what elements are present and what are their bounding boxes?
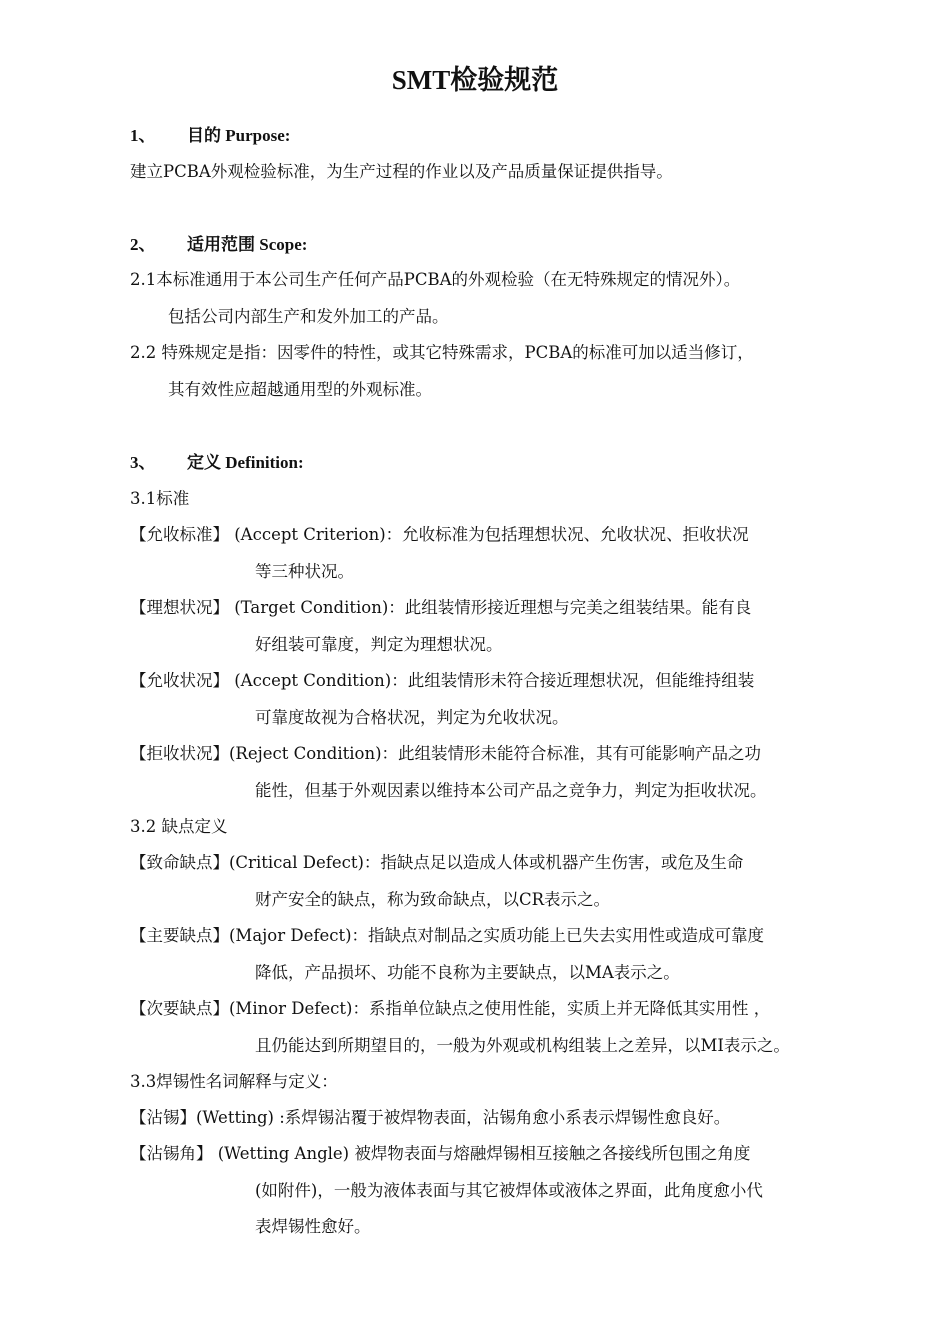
def-critical-defect: 【致命缺点】(Critical Defect)：指缺点足以造成人体或机器产生伤害，或危及生命 [130,853,744,872]
document-title: SMT检验规范 [391,65,559,95]
def-target-condition: 【理想状况】 (Target Condition)：此组装情形接近理想与完美之组装结果。能有良 [130,598,752,617]
def-wetting-angle-cont-2: 表焊锡性愈好。 [255,1217,371,1236]
subsection-3-1: 3.1标准 [130,489,190,508]
def-target-condition-cont: 好组装可靠度，判定为理想状况。 [255,635,503,654]
subsection-3-2: 3.2 缺点定义 [130,817,228,836]
section-1-number: 1、 [130,126,156,145]
subsection-3-3: 3.3焊锡性名词解释与定义： [130,1072,338,1091]
def-reject-condition-cont: 能性，但基于外观因素以维持本公司产品之竞争力，判定为拒收状况。 [255,781,767,800]
purpose-text: 建立PCBA外观检验标准，为生产过程的作业以及产品质量保证提供指导。 [130,162,673,181]
def-accept-criterion: 【允收标准】 (Accept Criterion)：允收标准为包括理想状况、允收状况、拒收状况 [130,525,749,544]
def-reject-condition: 【拒收状况】(Reject Condition)：此组装情形未能符合标准，其有可能影响产品之功 [130,744,762,763]
scope-2-1-cont: 包括公司内部生产和发外加工的产品。 [168,307,449,326]
def-major-defect: 【主要缺点】(Major Defect)：指缺点对制品之实质功能上已失去实用性或造成可靠度 [130,926,765,945]
scope-2-2-cont: 其有效性应超越通用型的外观标准。 [168,380,432,399]
def-wetting-angle: 【沾锡角】 (Wetting Angle) 被焊物表面与熔融焊锡相互接触之各接线所包围之角度 [130,1144,751,1163]
def-minor-defect-cont: 且仍能达到所期望目的，一般为外观或机构组装上之差异，以MI表示之。 [255,1036,790,1055]
section-3-title: 定义 Definition: [187,453,304,472]
def-wetting-angle-cont-1: (如附件)，一般为液体表面与其它被焊体或液体之界面，此角度愈小代 [255,1181,763,1200]
def-minor-defect: 【次要缺点】(Minor Defect)：系指单位缺点之使用性能，实质上并无降低其实用性 ， [130,999,771,1018]
scope-2-1: 2.1本标准通用于本公司生产任何产品PCBA的外观检验（在无特殊规定的情况外）。 [130,270,741,289]
section-2-heading [130,233,307,257]
def-accept-condition: 【允收状况】 (Accept Condition)：此组装情形未符合接近理想状况，但能维持组装 [130,671,755,690]
def-major-defect-cont: 降低，产品损坏、功能不良称为主要缺点，以MA表示之。 [255,963,680,982]
def-critical-defect-cont: 财产安全的缺点，称为致命缺点，以CR表示之。 [255,890,611,909]
def-accept-criterion-cont: 等三种状况。 [255,562,354,581]
section-3-number: 3、 [130,453,156,472]
section-2-number: 2、 [130,235,156,254]
section-3-heading [130,451,304,475]
def-accept-condition-cont: 可靠度故视为合格状况，判定为允收状况。 [255,708,569,727]
section-1-heading [130,124,290,148]
section-2-title: 适用范围 Scope: [187,235,308,254]
scope-2-2: 2.2 特殊规定是指：因零件的特性，或其它特殊需求，PCBA的标准可加以适当修订， [130,343,754,362]
section-1-title: 目的 Purpose: [187,126,291,145]
def-wetting: 【沾锡】(Wetting) :系焊锡沾覆于被焊物表面，沾锡角愈小系表示焊锡性愈良好。 [130,1108,731,1127]
